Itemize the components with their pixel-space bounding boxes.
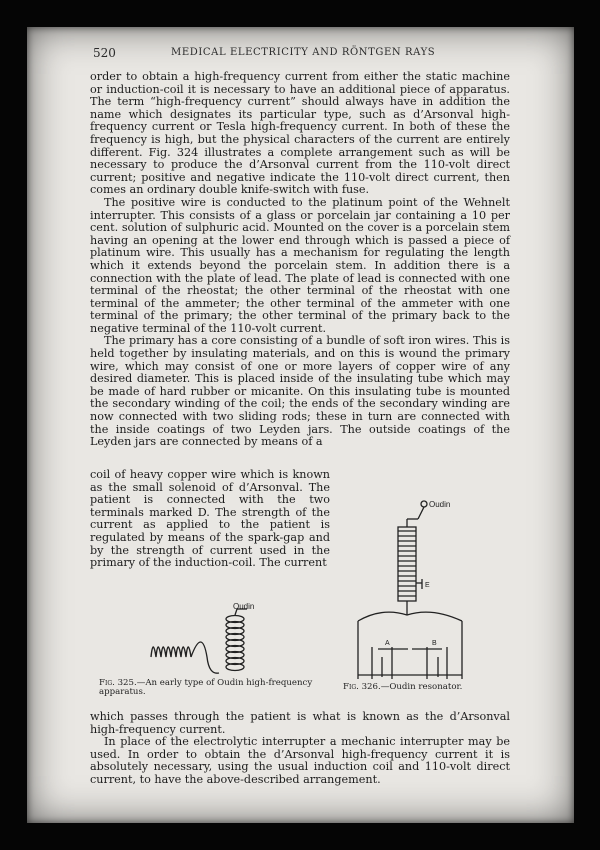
fig326-label-e: E [425,582,430,589]
body-text-bottom [90,711,510,787]
page-number: 520 [93,46,116,60]
wrapped-paragraph: coil of heavy copper wire which is known as the small solenoid of d’Arsonval. The patient is connected with the two terminals marked D. The strength of the current as applied to the patient is regulated by means of the spark-gap and by the strength of current used in the primary of the induction-coil. The current [90,468,330,570]
paragraph: The primary has a core consisting of a bundle of soft iron wires. This is held together by insulating materials, and on this is wound the primary wire, which may consist of one or more layers of copper wire of any desired diameter. This is placed inside of the insulating tube which may be made of hard rubber or micanite. On this insulating tube is mounted the secondary winding of the coil; the ends of the secondary winding are now connected with two sliding rods; these in turn are connected with the inside coatings of two Leyden jars. The outside coatings of the Leyden jars are connected by means of a [90,334,510,449]
figure-325-illustration [147,597,262,679]
paragraph: The positive wire is conducted to the platinum point of the Wehnelt interrupter. This consists of a glass or porcelain jar containing a 10 per cent. solution of sulphuric acid. Mounted on the cover is a porcelain stem having an opening at the lower end through which is passed a piece of platinum wire. This usually has a mechanism for regulating the length which it extends beyond the porcelain stem. In addition there is a connection with the plate of lead. The plate of lead is connected with one terminal of the rheostat; the other terminal of the rheostat with one terminal of the ammeter; the other terminal of the ammeter with one terminal of the primary; the other terminal of the primary back to the negative terminal of the 110-volt current. [90,195,510,335]
figure-325-caption [99,679,319,698]
fig326-label-b: B [432,640,437,647]
fig326-label-a: A [385,640,390,647]
figure-326-number: Fig. 326. [343,682,381,692]
figure-326-text: —Oudin resonator. [380,682,463,692]
paragraph: order to obtain a high-frequency current from either the static machine or induction-coil it is necessary to have an additional piece of apparatus. The term “high-frequency current” should always have in addition the name which designates its particular type, such as d’Arsonval high-frequency current or Tesla high-frequency current. In both of these the frequency is high, but the physical characters of the current are entirely different. Fig. 324 illustrates a complete arrangement such as will be necessary to produce the d’Arsonval current from the 110-volt direct current; positive and negative indicate the 110-volt direct current, then comes an ordinary double knife-switch with fuse. [90,70,510,197]
figure-325-text: —An early type of Oudin high-frequency apparatus. [99,678,313,698]
book-page [27,27,574,823]
figure-326-caption [343,683,523,692]
figure-326-illustration [352,497,470,679]
fig325-label-oudin: Oudin [233,602,255,611]
figure-325-number: Fig. 325. [99,678,137,688]
fig326-label-oudin: Oudin [429,500,451,509]
paragraph: which passes through the patient is what is known as the d’Arsonval high-frequency current. [90,710,510,736]
body-text-top [90,71,510,449]
paragraph: In place of the electrolytic interrupter a mechanic interrupter may be used. In order to obtain the d’Arsonval high-frequency current it is absolutely necessary, using the usual induction coil and 110-volt direct current, to have the above-described arrangement. [90,735,510,786]
running-title: MEDICAL ELECTRICITY AND RÖNTGEN RAYS [171,47,436,58]
